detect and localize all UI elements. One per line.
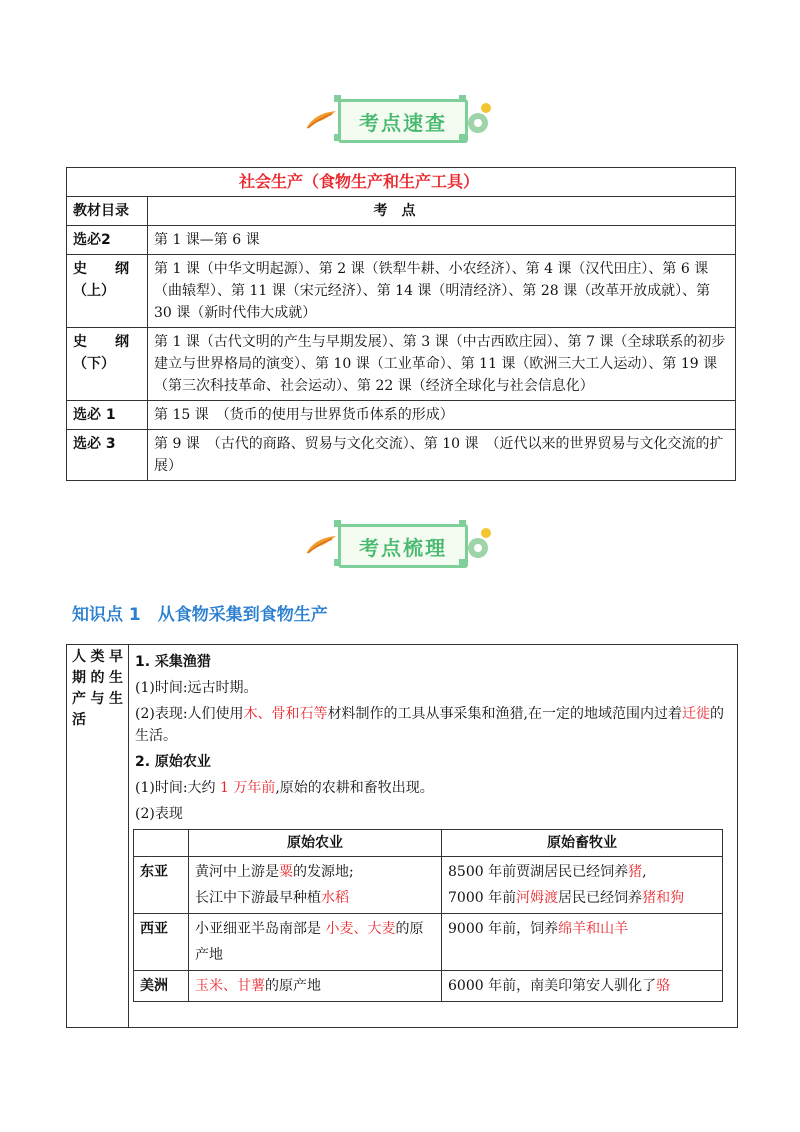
table-row xyxy=(134,857,723,914)
table-row xyxy=(67,226,736,255)
flower-icon xyxy=(464,101,494,137)
banner-kaodian-shuli xyxy=(300,520,500,570)
summary-table-title: 社会生产（食物生产和生产工具） xyxy=(67,168,736,197)
row-book: 史 纲（上） xyxy=(67,255,148,328)
knowledge-table xyxy=(66,644,738,1028)
region-label: 东亚 xyxy=(134,857,189,914)
table-row xyxy=(134,914,723,971)
herd-cell: 8500 年前贾湖居民已经饲养猪, 7000 年前河姆渡居民已经饲养猪和狗 xyxy=(442,857,723,914)
region-label: 美洲 xyxy=(134,971,189,1002)
agri-cell: 黄河中上游是粟的发源地; 长江中下游最早种植水稻 xyxy=(189,857,442,914)
leaf-icon xyxy=(304,534,338,556)
paragraph: (1)时间:远古时期。 xyxy=(135,680,258,696)
herd-cell: 6000 年前，南美印第安人驯化了骆 xyxy=(442,971,723,1002)
banner-kaodian-sucha xyxy=(300,95,500,145)
knowledge-content xyxy=(135,647,731,825)
region-label: 西亚 xyxy=(134,914,189,971)
row-points: 第 9 课 （古代的商路、贸易与文化交流）、第 10 课 （近代以来的世界贸易与文化交流的扩展） xyxy=(148,430,736,481)
row-points: 第 1 课—第 6 课 xyxy=(148,226,736,255)
row-points: 第 1 课（古代文明的产生与早期发展）、第 3 课（中古西欧庄园）、第 7 课（全球联系的初步建立与世界格局的演变）、第 10 课（工业革命）、第 11 课（欧洲三大工人运动）、第 19 课（第三次科技革命、社会运动）、第 22 课（经济全球化与社会信息化） xyxy=(148,328,736,401)
col-header-points: 考 点 xyxy=(148,197,736,226)
paragraph: (2)表现 xyxy=(135,806,183,822)
col-header-herd: 原始畜牧业 xyxy=(442,830,723,857)
row-points: 第 1 课（中华文明起源）、第 2 课（铁犁牛耕、小农经济）、第 4 课（汉代田庄）、第 6 课（曲辕犁）、第 11 课（宋元经济）、第 14 课（明清经济）、第 28 课（改革开放成就）、第 30 课（新时代伟大成就） xyxy=(148,255,736,328)
banner-label: 考点梳理 xyxy=(338,524,468,568)
paragraph: (1)时间:大约 1 万年前,原始的农耕和畜牧出现。 xyxy=(135,780,434,796)
leaf-icon xyxy=(304,109,338,131)
agri-cell: 玉米、甘薯的原产地 xyxy=(189,971,442,1002)
row-points: 第 15 课 （货币的使用与世界货币体系的形成） xyxy=(148,401,736,430)
summary-table xyxy=(66,167,736,481)
paragraph: (2)表现:人们使用木、骨和石等材料制作的工具从事采集和渔猎,在一定的地域范围内过着迁徙的生活。 xyxy=(135,706,725,744)
row-book: 选必2 xyxy=(67,226,148,255)
table-row xyxy=(67,255,736,328)
row-book: 选必 1 xyxy=(67,401,148,430)
table-row xyxy=(134,971,723,1002)
table-row xyxy=(67,430,736,481)
heading-caiji: 1. 采集渔猎 xyxy=(135,654,211,670)
herd-cell: 9000 年前，饲养绵羊和山羊 xyxy=(442,914,723,971)
agri-cell: 小亚细亚半岛南部是 小麦、大麦的原产地 xyxy=(189,914,442,971)
col-header-book: 教材目录 xyxy=(67,197,148,226)
table-row xyxy=(67,328,736,401)
section-title: 知识点 1 从食物采集到食物生产 xyxy=(72,605,328,625)
col-header-agri: 原始农业 xyxy=(189,830,442,857)
table-row xyxy=(67,401,736,430)
row-book: 选必 3 xyxy=(67,430,148,481)
heading-nongye: 2. 原始农业 xyxy=(135,754,211,770)
banner-label: 考点速查 xyxy=(338,99,468,143)
flower-icon xyxy=(464,526,494,562)
side-label: 人类早期的生产与生活 xyxy=(67,645,129,1027)
row-book: 史 纲（下） xyxy=(67,328,148,401)
inner-table xyxy=(133,829,723,1002)
